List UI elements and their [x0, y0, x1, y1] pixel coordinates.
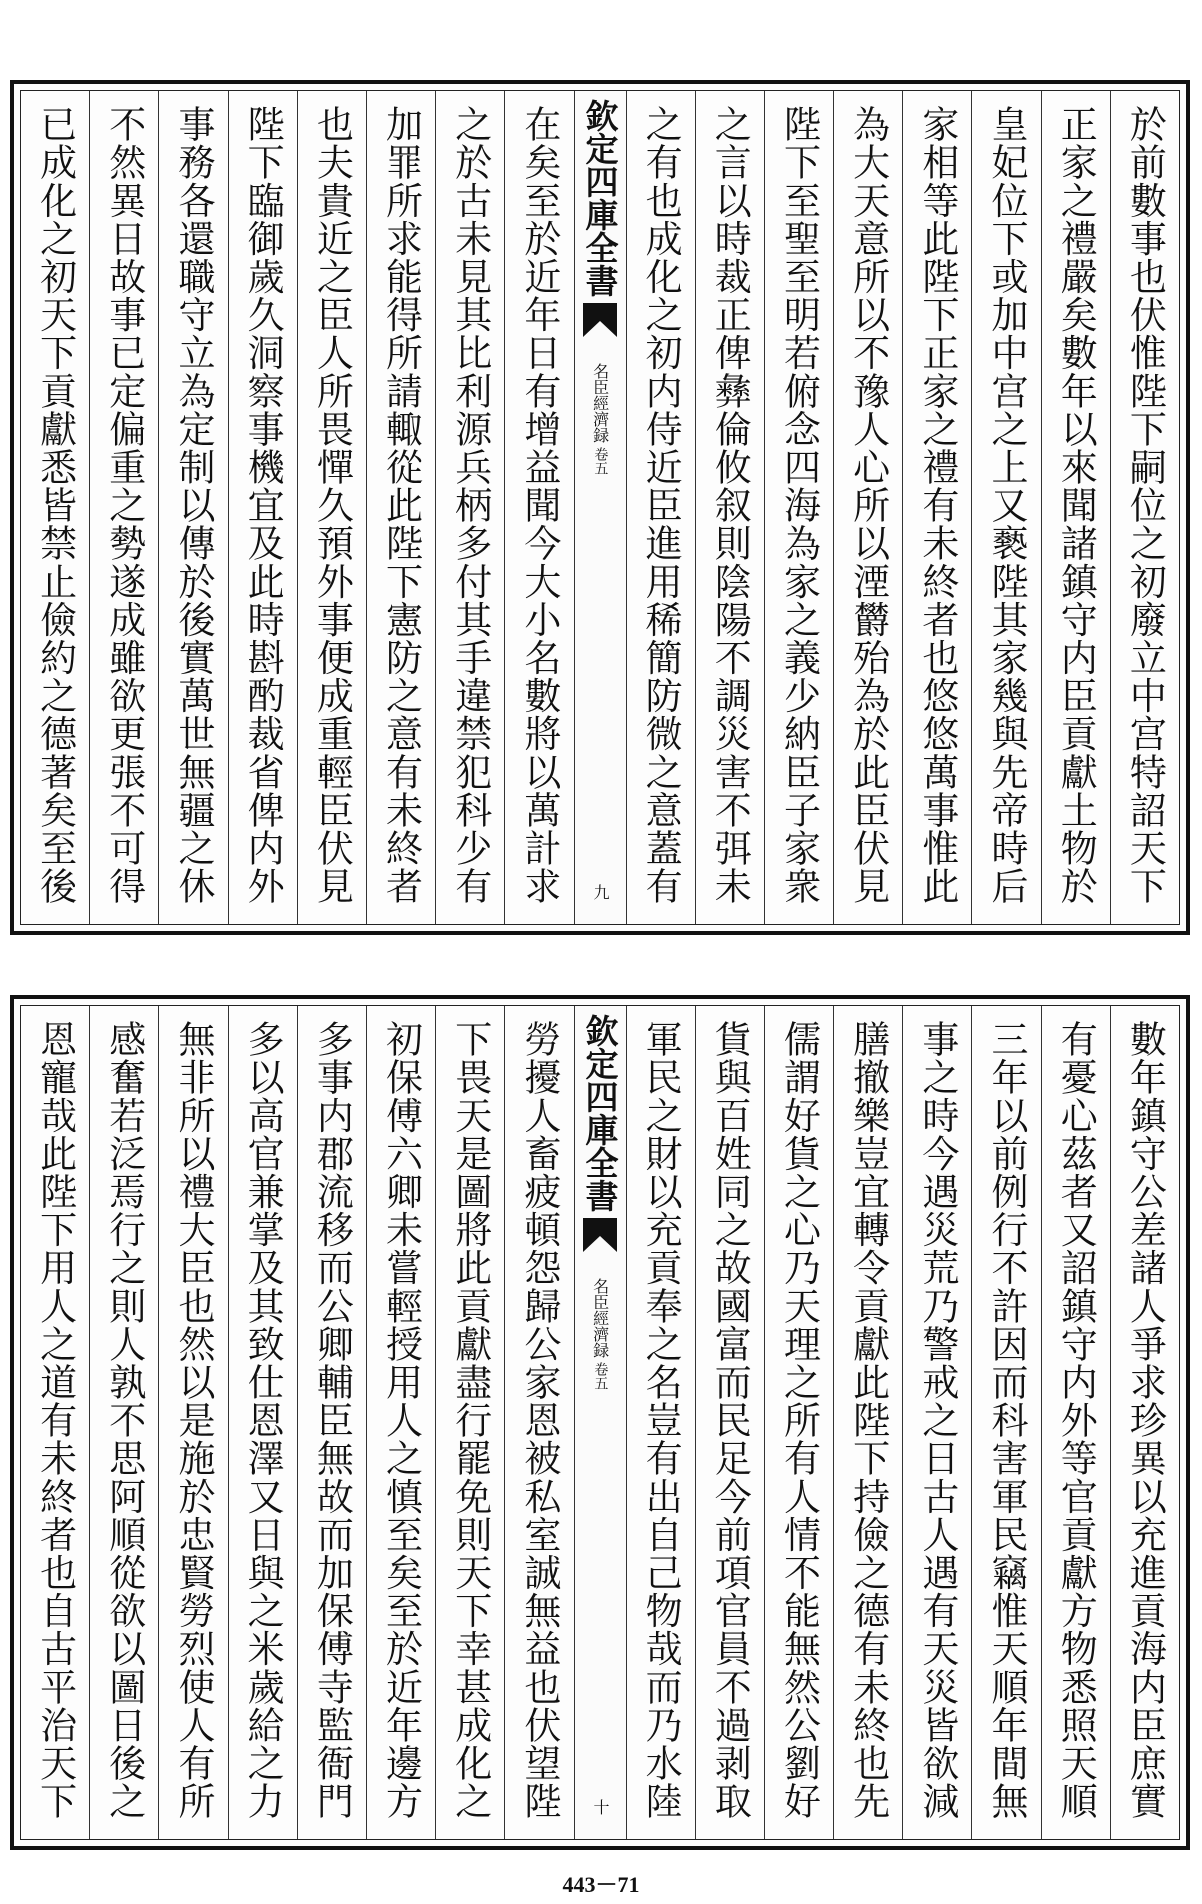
top-page-text-block [20, 90, 1180, 925]
section-title: 名臣經濟録 [590, 1278, 610, 1358]
text-column: 之有也成化之初内侍近臣進用稀簡防微之意蓋有 [626, 91, 695, 924]
text-column: 不然異日故事已定偏重之勢遂成雖欲更張不可得 [89, 91, 158, 924]
section-title: 名臣經濟録 [590, 363, 610, 443]
fishtail-mark-icon [583, 1218, 617, 1258]
bottom-page [10, 995, 1190, 1850]
folio-number: 九 [591, 884, 610, 900]
center-fold-column [574, 1006, 626, 1839]
text-column: 家相等此陛下正家之禮有未終者也悠悠萬事惟此 [902, 91, 971, 924]
text-column: 在矣至於近年日有增益聞今大小名數將以萬計求 [504, 91, 573, 924]
text-column: 有憂心茲者又詔鎮守内外等官貢獻方物悉照天順 [1041, 1006, 1110, 1839]
text-column: 多以高官兼掌及其致仕恩澤又日與之米歲給之力 [228, 1006, 297, 1839]
text-column: 三年以前例行不許因而科害軍民竊惟天順年間無 [971, 1006, 1040, 1839]
text-column: 皇妃位下或加中宫之上又褻陛其家幾與先帝時后 [971, 91, 1040, 924]
volume-label: 卷五 [592, 447, 609, 475]
text-column: 之於古未見其比利源兵柄多付其手違禁犯科少有 [435, 91, 504, 924]
text-column: 多事内郡流移而公卿輔臣無故而加保傅寺監衙門 [297, 1006, 366, 1839]
text-column: 也夫貴近之臣人所畏憚久預外事便成重輕臣伏見 [297, 91, 366, 924]
text-column: 感奮若泛焉行之則人孰不思阿順從欲以圖日後之 [89, 1006, 158, 1839]
folio-number: 十 [591, 1799, 610, 1815]
text-column: 膳撤樂豈宜轉令貢獻此陛下持儉之德有未終也先 [833, 1006, 902, 1839]
text-column: 陛下臨御歲久洞察事機宜及此時斟酌裁省俾内外 [228, 91, 297, 924]
text-column: 事務各還職守立為定制以傳於後實萬世無疆之休 [158, 91, 227, 924]
text-column: 數年鎮守公差諸人爭求珍異以充進貢海内臣庶實 [1110, 1006, 1179, 1839]
fishtail-mark-icon [583, 303, 617, 343]
text-column: 勞擾人畜疲頓怨歸公家恩被私室誠無益也伏望陛 [504, 1006, 573, 1839]
text-column: 已成化之初天下貢獻悉皆禁止儉約之德著矣至後 [33, 105, 77, 906]
text-column: 之言以時裁正俾彝倫攸叙則陰陽不調災害不弭未 [695, 91, 764, 924]
text-column: 恩寵哉此陛下用人之道有未終者也自古平治天下 [33, 1020, 77, 1821]
text-column: 為大天意所以不豫人心所以湮欝殆為於此臣伏見 [833, 91, 902, 924]
text-column: 事之時今遇災荒乃警戒之日古人遇有天災皆欲減 [902, 1006, 971, 1839]
text-column: 正家之禮嚴矣數年以來聞諸鎮守内臣貢獻土物於 [1041, 91, 1110, 924]
bottom-page-text-block [20, 1005, 1180, 1840]
top-page [10, 80, 1190, 935]
page-number: 443－71 [562, 1872, 640, 1897]
text-column: 儒謂好貨之心乃天理之所有人情不能無然公劉好 [764, 1006, 833, 1839]
volume-label: 卷五 [592, 1362, 609, 1390]
center-fold-column [574, 91, 626, 924]
text-column: 於前數事也伏惟陛下嗣位之初廢立中宫特詔天下 [1110, 91, 1179, 924]
text-column: 陛下至聖至明若俯念四海為家之義少納臣子家衆 [764, 91, 833, 924]
text-column: 下畏天是圖將此貢獻盡行罷免則天下幸甚成化之 [435, 1006, 504, 1839]
text-column: 初保傅六卿未嘗輕授用人之慎至矣至於近年邊方 [366, 1006, 435, 1839]
text-column: 無非所以禮大臣也然以是施於忠賢勞烈使人有所 [158, 1006, 227, 1839]
text-column: 貨與百姓同之故國富而民足今前項官員不過剥取 [695, 1006, 764, 1839]
book-title: 欽定四庫全書 [580, 99, 620, 297]
book-title: 欽定四庫全書 [580, 1014, 620, 1212]
text-column: 軍民之財以充貢奉之名豈有出自己物哉而乃水陸 [626, 1006, 695, 1839]
text-column: 加罪所求能得所請輙從此陛下憲防之意有未終者 [366, 91, 435, 924]
